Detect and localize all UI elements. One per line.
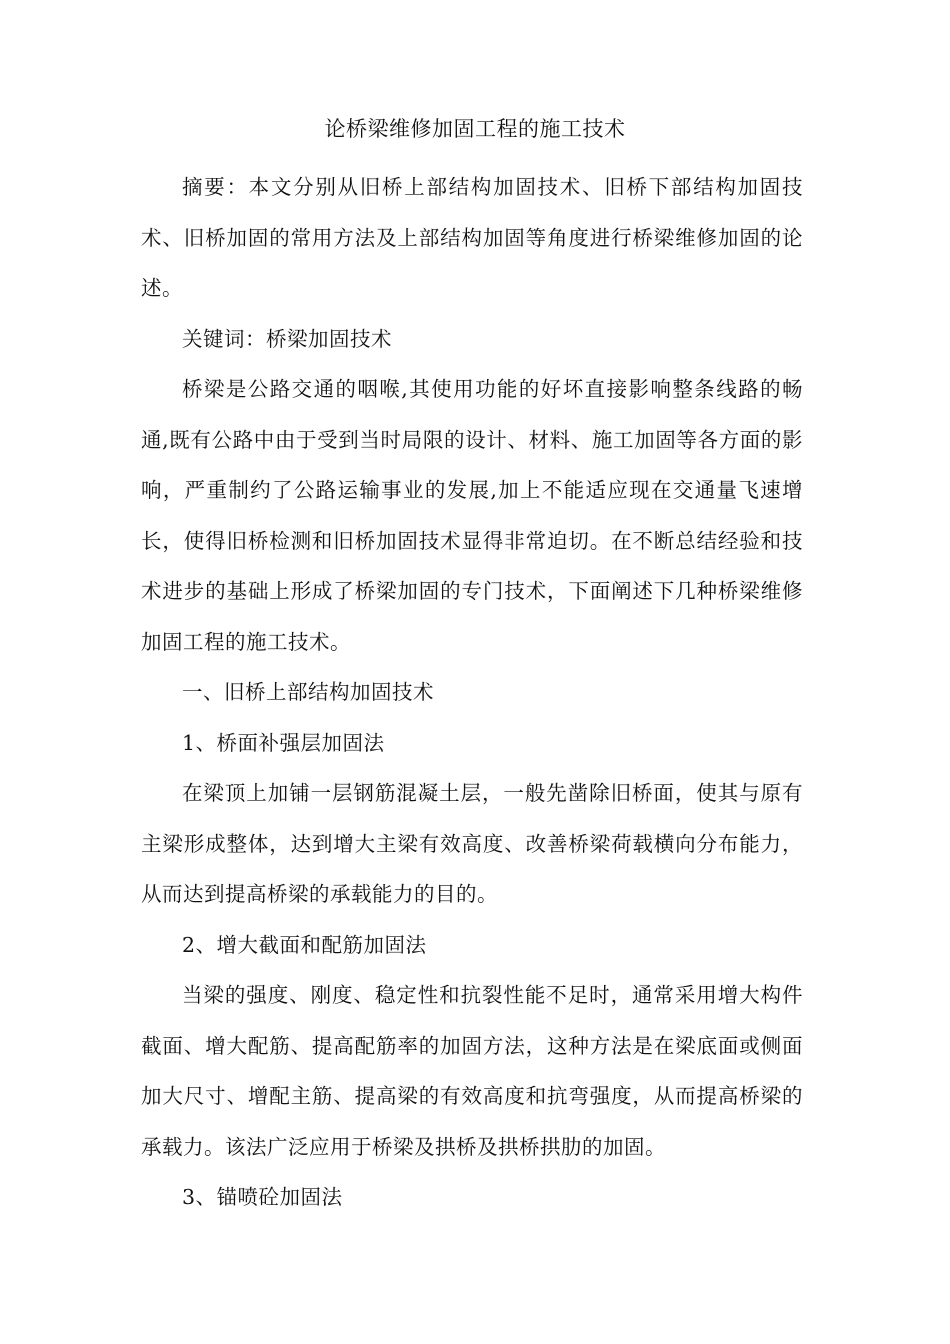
section-heading-1: 一、旧桥上部结构加固技术: [182, 680, 434, 704]
body-paragraph: 当梁的强度、刚度、稳定性和抗裂性能不足时，通常采用增大构件截面、增大配筋、提高配筋率的加固方法，这种方法是在梁底面或侧面加大尺寸、增配主筋、提高梁的有效高度和抗弯强度，从而提高桥梁的承载力。该法广泛应用于桥梁及拱桥及拱桥拱肋的加固。: [141, 983, 803, 1159]
abstract-paragraph: 摘要：本文分别从旧桥上部结构加固技术、旧桥下部结构加固技术、旧桥加固的常用方法及上部结构加固等角度进行桥梁维修加固的论述。: [141, 175, 803, 300]
body-paragraph: 在梁顶上加铺一层钢筋混凝土层，一般先凿除旧桥面，使其与原有主梁形成整体，达到增大主梁有效高度、改善桥梁荷载横向分布能力，从而达到提高桥梁的承载能力的目的。: [141, 781, 803, 906]
subsection-heading-2: 2、增大截面和配筋加固法: [182, 932, 427, 957]
document-body: [141, 162, 803, 1223]
subsection-heading-1: 1、桥面补强层加固法: [182, 730, 385, 755]
keywords-paragraph: 关键词：桥梁加固技术: [182, 326, 392, 351]
document-title: 论桥梁维修加固工程的施工技术: [324, 117, 626, 141]
intro-paragraph: 桥梁是公路交通的咽喉,其使用功能的好坏直接影响整条线路的畅通,既有公路中由于受到当时局限的设计、材料、施工加固等各方面的影响，严重制约了公路运输事业的发展,加上不能适应现在交通量飞速增长，使得旧桥检测和旧桥加固技术显得非常迫切。在不断总结经验和技术进步的基础上形成了桥梁加固的专门技术，下面阐述下几种桥梁维修加固工程的施工技术。: [141, 377, 803, 654]
subsection-heading-3: 3、锚喷砼加固法: [182, 1185, 343, 1209]
